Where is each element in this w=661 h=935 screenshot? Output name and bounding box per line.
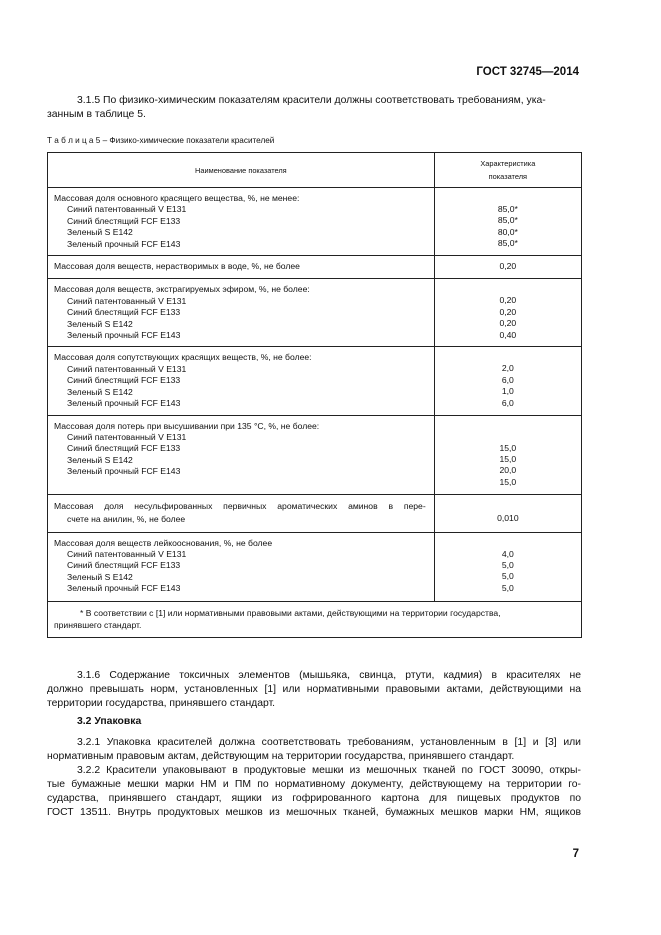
item-name: Зеленый прочный FCF E143 <box>67 398 181 409</box>
value: 2,0 <box>501 363 514 374</box>
indicator-title-cont: счете на анилин, %, не более <box>67 513 186 524</box>
paragraph-3-1-5 <box>47 94 581 122</box>
text-line: тые бумажные мешки марки НМ и ПМ по нормативному документу, действующему на территории го- <box>47 779 581 790</box>
value: 0,20 <box>499 295 517 306</box>
item-name: Синий блестящий FCF E133 <box>67 307 181 318</box>
value: 1,0 <box>501 386 514 397</box>
value-cell <box>434 188 581 256</box>
value: 0,20 <box>499 261 517 272</box>
page-number: 7 <box>572 848 579 860</box>
value-cell <box>434 256 581 279</box>
value: 0,20 <box>499 306 517 317</box>
header-line: показателя <box>488 172 528 181</box>
item-name: Синий блестящий FCF E133 <box>67 560 181 571</box>
item-name: Зеленый прочный FCF E143 <box>67 466 181 477</box>
value: 5,0 <box>501 559 514 570</box>
indicator-cell <box>48 415 435 494</box>
indicator-cell <box>48 279 435 347</box>
item-name: Зеленый S E142 <box>67 571 133 582</box>
table-footnote <box>48 601 582 637</box>
indicator-cell <box>48 347 435 415</box>
indicator-cell <box>48 256 435 279</box>
text-line: 3.1.6 Содержание токсичных элементов (мышьяка, свинца, ртути, кадмия) в красителях не <box>77 670 581 681</box>
paragraph-3-2-2 <box>47 764 581 820</box>
paragraph-3-1-6 <box>47 669 581 711</box>
item-name: Синий патентованный V E131 <box>67 204 187 215</box>
text-line: сударства, принявшего стандарт, ящики из гофрированного картона для пищевых продуктов по <box>47 793 581 804</box>
footnote-line: принявшего стандарт. <box>54 619 142 630</box>
table-row <box>48 415 582 494</box>
indicator-title: Массовая доля веществ лейкооснования, %, не более <box>54 537 273 548</box>
table-row <box>48 494 582 532</box>
indicator-title: Массовая доля несульфированных первичных ароматических аминов в пере- <box>54 500 426 511</box>
item-name: Синий патентованный V E131 <box>67 363 187 374</box>
text-line: ГОСТ 13511. Внутрь продуктовых мешков из мешочных тканей, бумажных мешков марки НМ, ящиков <box>47 807 581 818</box>
column-header-characteristic <box>434 153 581 188</box>
value-cell <box>434 415 581 494</box>
value: 80,0* <box>497 226 518 237</box>
text-line: 3.2.1 Упаковка красителей должна соответствовать требованиям, установленным в [1] и [3] или <box>77 737 581 748</box>
table-caption: Т а б л и ц а 5 – Физико-химические показатели красителей <box>47 136 275 145</box>
item-name: Зеленый S E142 <box>67 227 133 238</box>
physico-chemical-table <box>47 152 582 638</box>
item-name: Синий патентованный V E131 <box>67 431 187 442</box>
value: 5,0 <box>501 582 514 593</box>
document-code: ГОСТ 32745—2014 <box>476 66 579 78</box>
header-line: Характеристика <box>480 159 536 168</box>
item-name: Зеленый S E142 <box>67 454 133 465</box>
table-row <box>48 347 582 415</box>
table-row <box>48 279 582 347</box>
value: 15,0 <box>499 453 517 464</box>
table-header-row <box>48 153 582 188</box>
value: 4,0 <box>501 548 514 559</box>
text-line: должно превышать норм, установленных [1] или нормативными правовыми актами, действующими на <box>47 684 581 695</box>
value: 85,0* <box>497 238 518 249</box>
value: 85,0* <box>497 204 518 214</box>
value-cell <box>434 347 581 415</box>
indicator-cell <box>48 494 435 532</box>
value: 6,0 <box>501 397 514 408</box>
indicator-cell <box>48 188 435 256</box>
indicator-title: Массовая доля потерь при высушивании при 135 °С, %, не более: <box>54 420 320 431</box>
value: 20,0 <box>499 465 517 476</box>
value: 5,0 <box>501 571 514 582</box>
item-name: Зеленый S E142 <box>67 318 133 329</box>
table-row <box>48 256 582 279</box>
paragraph-3-2-1 <box>47 736 581 764</box>
value: 15,0 <box>499 476 517 487</box>
value: 6,0 <box>501 374 514 385</box>
section-title-packaging: 3.2 Упаковка <box>77 716 142 727</box>
indicator-cell <box>48 532 435 601</box>
text-line: нормативным правовым актам, действующим на территории государства, принявшего стандарт. <box>47 751 515 762</box>
value-cell <box>434 494 581 532</box>
item-name: Зеленый S E142 <box>67 386 133 397</box>
item-name: Зеленый прочный FCF E143 <box>67 238 181 249</box>
footnote-line: * В соответствии с [1] или нормативными правовыми актами, действующими на территории государства, <box>80 607 501 618</box>
text-line: занным в таблице 5. <box>47 109 146 120</box>
value: 0,40 <box>499 329 517 340</box>
indicator-title: Массовая доля сопутствующих красящих веществ, %, не более: <box>54 352 312 363</box>
text-line: территории государства, принявшего стандарт. <box>47 698 276 709</box>
column-header-indicator: Наименование показателя <box>48 153 435 188</box>
item-name: Синий блестящий FCF E133 <box>67 375 181 386</box>
item-name: Синий патентованный V E131 <box>67 548 187 559</box>
item-name: Синий патентованный V E131 <box>67 295 187 306</box>
value: 15,0 <box>499 442 517 453</box>
value-cell <box>434 532 581 601</box>
item-name: Синий блестящий FCF E133 <box>67 215 181 226</box>
indicator-title: Массовая доля основного красящего вещества, %, не менее: <box>54 193 300 203</box>
text-line: 3.1.5 По физико-химическим показателям красители должны соответствовать требованиям, ука- <box>77 95 546 106</box>
value: 0,010 <box>497 512 519 523</box>
table-row <box>48 532 582 601</box>
value: 0,20 <box>499 318 517 329</box>
item-name: Зеленый прочный FCF E143 <box>67 330 181 341</box>
value: 85,0* <box>497 215 518 226</box>
value-cell <box>434 279 581 347</box>
table-footnote-row <box>48 601 582 637</box>
table-row <box>48 188 582 256</box>
text-line: 3.2.2 Красители упаковывают в продуктовые мешки из мешочных тканей по ГОСТ 30090, откры- <box>77 765 581 776</box>
indicator-title: Массовая доля веществ, экстрагируемых эфиром, %, не более: <box>54 284 310 295</box>
indicator-title: Массовая доля веществ, нерастворимых в воде, %, не более <box>54 261 300 272</box>
item-name: Синий блестящий FCF E133 <box>67 443 181 454</box>
item-name: Зеленый прочный FCF E143 <box>67 583 181 594</box>
